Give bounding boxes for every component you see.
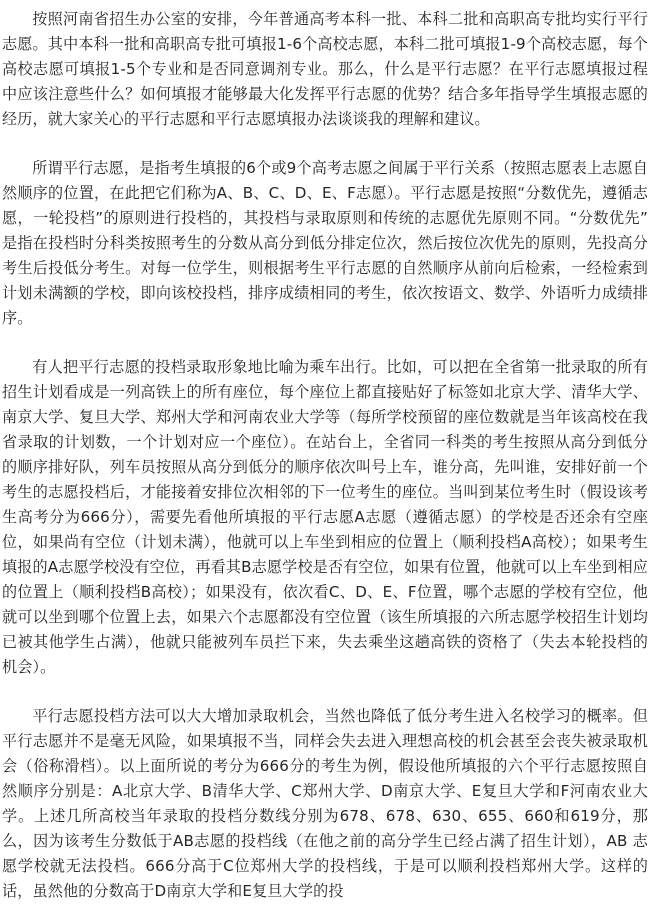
paragraph-4: 平行志愿投档方法可以大大增加录取机会，当然也降低了低分考生进入名校学习的概率。但平行志愿并不是毫无风险，如果填报不当，同样会失去进入理想高校的机会甚至会丧失被录取机会（俗称滑档）。以上面所说的考分为666分的考生为例，假设他所填报的六个平行志愿按照自然顺序分别是：A北京大学、B清华大学、C郑州大学、D南京大学、E复旦大学和F河南农业大学。上述几所高校当年录取的投档分数线分别为678、678、630、655、660和619分，那么，因为该考生分数低于AB志愿的投档线（在他之前的高分学生已经占满了招生计划），AB 志愿学校就无法投档。666分高于C位郑州大学的投档线，于是可以顺利投档郑州大学。这样的话，虽然他的分数高于D南京大学和E复旦大学的投 [2, 707, 648, 900]
paragraph-3: 有人把平行志愿的投档录取形象地比喻为乘车出行。比如，可以把在全省第一批录取的所有招生计划看成是一列高铁上的所有座位，每个座位上都直接贴好了标签如北京大学、清华大学、南京大学、复旦大学、郑州大学和河南农业大学等（每所学校预留的座位数就是当年该高校在我省录取的计划数，一个计划对应一个座位）。在站台上，全省同一科类的考生按照从高分到低分的顺序排好队，列车员按照从高分到低分的顺序依次叫号上车，谁分高，先叫谁，安排好前一个考生的志愿投档后，才能接着安排位次相邻的下一位考生的座位。当叫到某位考生时（假设该考生高考分为666分），需要先看他所填报的平行志愿A志愿（遵循志愿）的学校是否还余有空座位，如果尚有空位（计划未满），他就可以上车坐到相应的位置上（顺利投档A高校）；如果考生填报的A志愿学校没有空位，再看其B志愿学校是否有空位，如果有位置，他就可以上车坐到相应的位置上（顺利投档B高校）；如果没有，依次看C、D、E、F位置，哪个志愿的学校有空位，他就可以坐到哪个位置上去，如果六个志愿都没有空位置（该生所填报的六所志愿学校招生计划均已被其他学生占满），他就只能被列车员拦下来，失去乘坐这趟高铁的资格了（失去本轮投档的机会）。 [2, 358, 648, 676]
paragraph-1: 按照河南省招生办公室的安排，今年普通高考本科一批、本科二批和高职高专批均实行平行志愿。其中本科一批和高职高专批可填报1-6个高校志愿，本科二批可填报1-9个高校志愿，每个高校志愿可填报1-5个专业和是否同意调剂专业。那么，什么是平行志愿？在平行志愿填报过程中应该注意些什么？如何填报才能够最大化发挥平行志愿的优势？结合多年指导学生填报志愿的经历，就大家关心的平行志愿和平行志愿填报办法谈谈我的理解和建议。 [2, 10, 648, 128]
paragraph-2: 所谓平行志愿，是指考生填报的6个或9个高考志愿之间属于平行关系（按照志愿表上志愿自然顺序的位置，在此把它们称为A、B、C、D、E、F志愿）。平行志愿是按照“分数优先，遵循志愿，一轮投档”的原则进行投档的，其投档与录取原则和传统的志愿优先原则不同。“分数优先”是指在投档时分科类按照考生的分数从高分到低分排定位次，然后按位次优先的原则，先投高分考生后投低分考生。对每一位学生，则根据考生平行志愿的自然顺序从前向后检索，一经检索到计划未满额的学校，即向该校投档，排序成绩相同的考生，依次按语文、数学、外语听力成绩排序。 [2, 159, 648, 327]
